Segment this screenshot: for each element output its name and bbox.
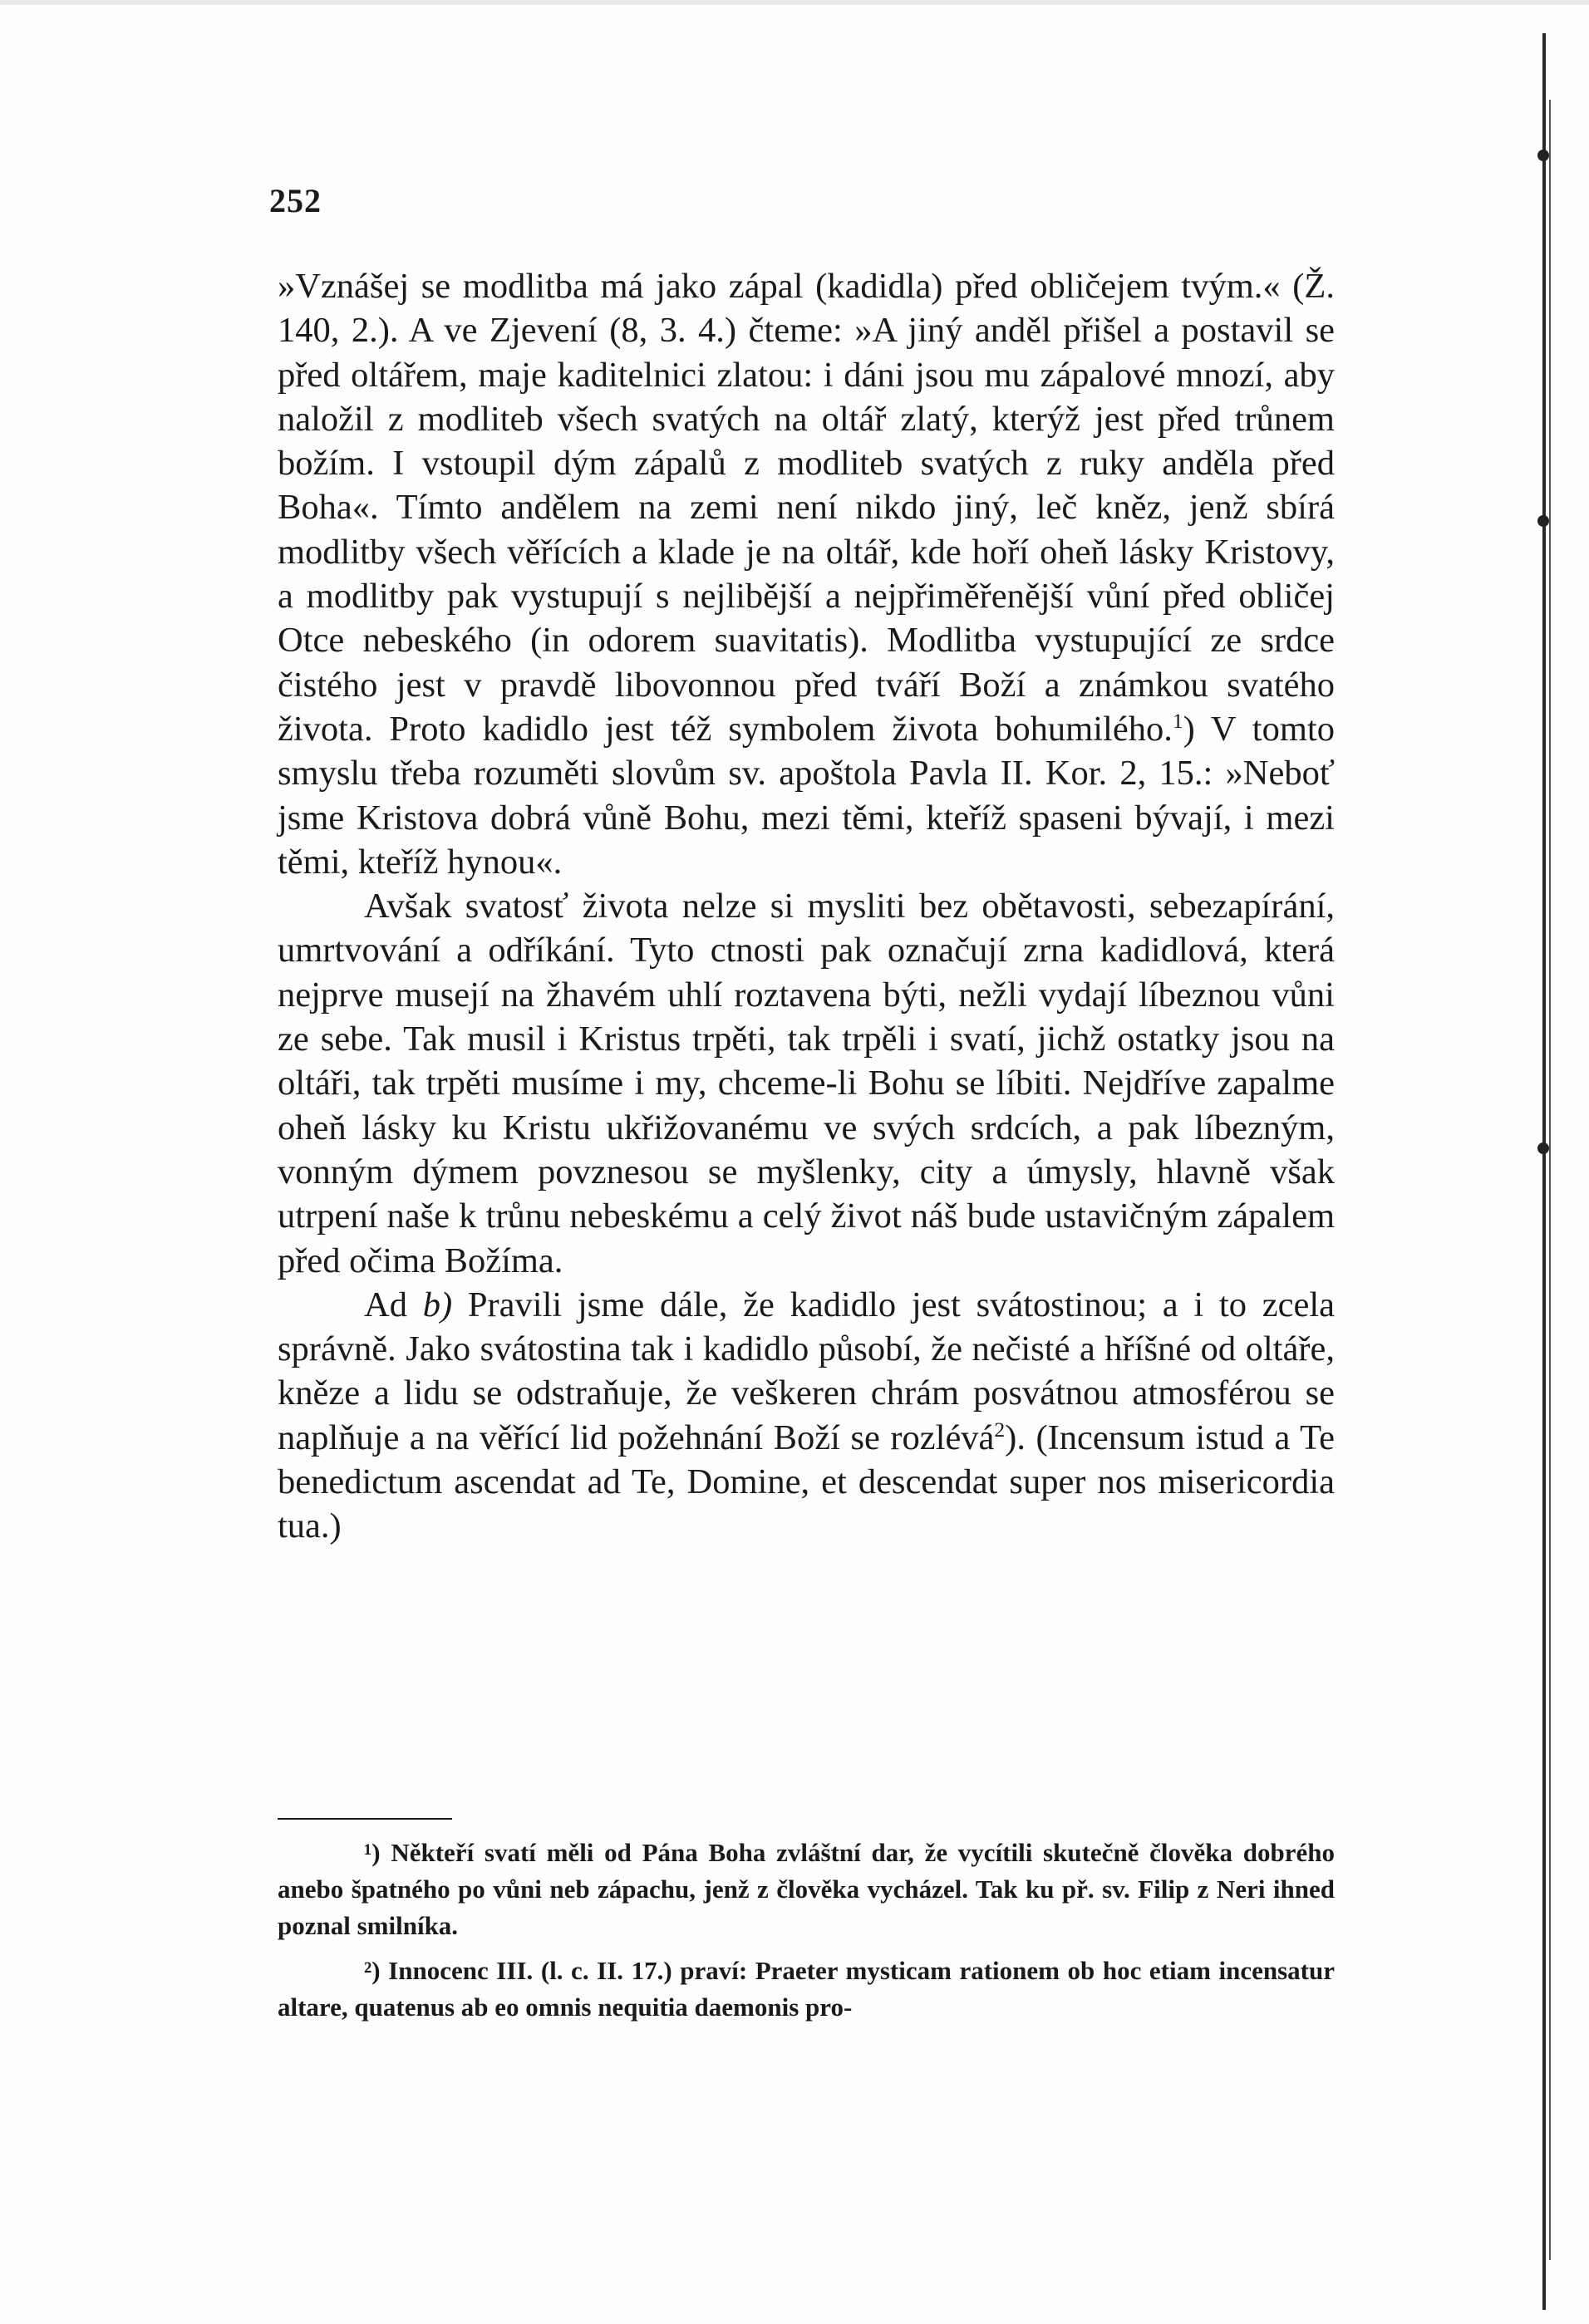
footnote-divider (278, 1818, 452, 1820)
footnote-marker: ²) (364, 1956, 381, 1985)
paragraph-text: Pravili jsme dále, že kadidlo jest svátostinou; a i to zcela správně. Jako svátostina tak i kadidlo působí, že nečisté a hříšné od oltáře, kněze a lidu se odstraňuje, že veškeren chrám posvátnou atmosférou se naplňuje a na věřící lid požehnání Boží se rozlévá (278, 1285, 1335, 1457)
footnote-2 (278, 1953, 1335, 2026)
scan-edge-mark (1537, 515, 1549, 527)
footnote-text: Innocenc III. (l. c. II. 17.) praví: Praeter mysticam rationem ob hoc etiam incensatur altare, quatenus ab eo omnis nequitia daemonis pro- (278, 1956, 1335, 2022)
paragraph-2 (278, 884, 1335, 1283)
paragraph-text: ). (Incensum istud a Te benedictum ascendat ad Te, Domine, et descendat super nos misericordia tua.) (278, 1417, 1335, 1546)
scan-edge-mark (1537, 150, 1549, 161)
footnote-1 (278, 1835, 1335, 1944)
footnote-marker: ¹) (364, 1838, 381, 1867)
footnote-reference: 2 (994, 1417, 1006, 1442)
scan-top-edge (0, 0, 1589, 5)
paragraph-text: Avšak svatosť života nelze si mysliti bez obětavosti, sebezapírání, umrtvování a odříkání. Tyto ctnosti pak označují zrna kadidlová, která nejprve musejí na žhavém uhlí roztavena býti, nežli vydají líbeznou vůni ze sebe. Tak musil i Kristus trpěti, tak trpěli i svatí, jichž ostatky jsou na oltáři, tak trpěti musíme i my, chceme-li Bohu se líbiti. Nejdříve zapalme oheň lásky ku Kristu ukřižovanému ve svých srdcích, a pak líbezným, vonným dýmem povznesou se myšlenky, city a úmysly, hlavně však utrpení naše k trůnu nebeskému a celý život náš bude ustavičným zápalem před očima Božíma. (278, 887, 1335, 1280)
body-text (278, 264, 1335, 1549)
footnotes (278, 1835, 1335, 2034)
paragraph-text: V tomto smyslu třeba rozuměti slovům sv. apoštola Pavla II. Kor. 2, 15.: »Neboť jsme Kristova dobrá vůně Bohu, mezi těmi, kteříž spaseni bývají, i mezi těmi, kteříž hynou«. (278, 709, 1335, 882)
paragraph-lead-italic: b) (422, 1285, 453, 1324)
paragraph-lead: Ad (364, 1285, 423, 1324)
footnote-reference: 1 (1172, 708, 1183, 733)
paragraph-1: »Vznášej se modlitba má jako zápal (kadidla) před obličejem tvým.« (Ž. 140, 2.). A ve Zjevení (8, 3. 4.) čteme: »A jiný anděl přišel a postavil se před oltářem, maje kaditelnici zlatou: i dáni jsou mu zápalové mnozí, aby naložil z modliteb všech svatých na oltář zlatý, kterýž jest před trůnem božím. I vstoupil dým zápalů z modliteb svatých z ruky anděla před Boha«. Tímto andělem na zemi není nikdo jiný, leč kněz, jenž sbírá modlitby všech věřících a klade je na oltář, kde hoří oheň lásky Kristovy, a modlitby pak vystupují s nejlibější a nejpřiměřenější vůní před obličej Otce nebeského (in odorem suavitatis). Modlitba vystupující ze srdce čistého jest v pravdě libovonnou před tváří Boží a známkou svatého života. Proto kadidlo jest též symbolem života bohumilého.$^1$) V tomto smyslu třeba rozuměti slovům sv. apoštola Pavla II. Kor. 2, 15.: »Neboť jsme Kristova dobrá vůně Bohu, mezi těmi, kteříž spaseni bývají, i mezi těmi, kteříž hynou«. (278, 267, 1335, 882)
page-number: 252 (269, 182, 322, 219)
scan-right-edge (1542, 33, 1546, 2310)
scan-right-edge-inner (1549, 100, 1551, 2260)
paragraph-3 (278, 1283, 1335, 1549)
scan-edge-mark (1537, 1142, 1549, 1154)
footnote-text: Někteří svatí měli od Pána Boha zvláštní dar, že vycítili skutečně člověka dobrého anebo špatného po vůni neb zápachu, jenž z člověka vycházel. Tak ku př. sv. Filip z Neri ihned poznal smilníka. (278, 1838, 1335, 1940)
paragraph-text: »Vznášej se modlitba má jako zápal (kadidla) před obličejem tvým.« (Ž. 140, 2.). A ve Zjevení (8, 3. 4.) čteme: »A jiný anděl přišel a postavil se před oltářem, maje kaditelnici zlatou: i dáni jsou mu zápalové mnozí, aby naložil z modliteb všech svatých na oltář zlatý, kterýž jest před trůnem božím. I vstoupil dým zápalů z modliteb svatých z ruky anděla před Boha«. Tímto andělem na zemi není nikdo jiný, leč kněz, jenž sbírá modlitby všech věřících a klade je na oltář, kde hoří oheň lásky Kristovy, a modlitby pak vystupují s nejlibější a nejpřiměřenější vůní před obličej Otce nebeského (in odorem suavitatis). Modlitba vystupující ze srdce čistého jest v pravdě libovonnou před tváří Boží a známkou svatého života. Proto kadidlo jest též symbolem života bohumilého. (278, 267, 1335, 749)
